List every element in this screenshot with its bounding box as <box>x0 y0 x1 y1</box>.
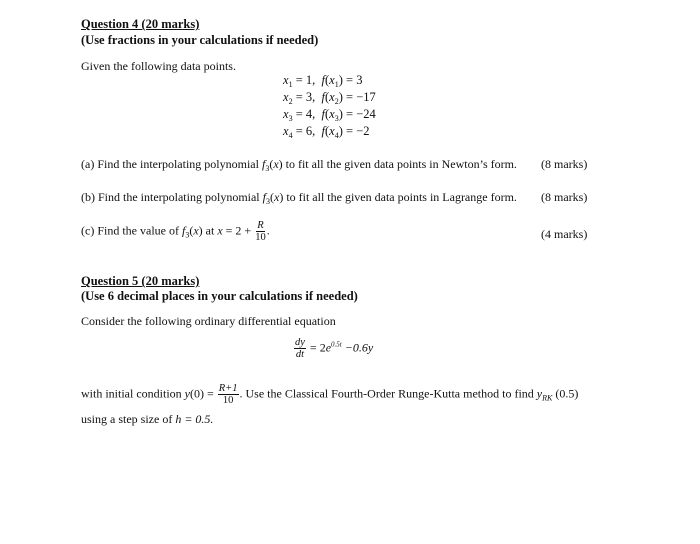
fraction-r-over-10: $\frac{R}{10}$ <box>255 220 266 243</box>
data-point-row: $x_4 = 6$, $f(x_4) = -2$ <box>283 124 370 140</box>
fraction-r-plus-1-over-10: $\frac{R+1}{10}$ <box>218 383 238 406</box>
q4-part-b: (b) Find the interpolating polynomial $f_3(x)$ to fit all the given data points in Lagrange form. <box>81 190 517 206</box>
q5-subtitle: (Use 6 decimal places in your calculations if needed) <box>81 289 358 303</box>
q4-part-c: (c) Find the value of $f_3(x)$ at x = 2 + $\frac{R}{10}$ . <box>81 220 270 243</box>
data-point-row: $x_2 = 3$, $f(x_2) = -17$ <box>283 90 376 106</box>
q5-condition: with initial condition y(0) = $\frac{R+1}{10}$ . Use the Classical Fourth-Order Runge-Kutta method to find $y_{RK}$ (0.5) <box>81 383 579 406</box>
data-point-row: $x_3 = 4$, $f(x_3) = -24$ <box>283 107 376 123</box>
q4-part-a-marks: (8 marks) <box>541 157 588 171</box>
q4-part-b-marks: (8 marks) <box>541 190 588 204</box>
q4-part-a: (a) Find the interpolating polynomial $f_3(x)$ to fit all the given data points in Newton’s form. <box>81 157 517 173</box>
q4-part-c-marks: (4 marks) <box>541 227 588 241</box>
q5-step-size: using a step size of h = 0.5. <box>81 412 214 426</box>
derivative-fraction: $\frac{dy}{dt}$ <box>295 337 305 360</box>
data-point-row: $x_1 = 1$, $f(x_1) = 3$ <box>283 73 363 89</box>
q4-subtitle: (Use fractions in your calculations if needed) <box>81 33 319 47</box>
q4-intro: Given the following data points. <box>81 59 236 73</box>
q5-intro: Consider the following ordinary differential equation <box>81 314 336 328</box>
q4-title: Question 4 (20 marks) <box>81 17 200 31</box>
q5-title: Question 5 (20 marks) <box>81 274 200 288</box>
ode-equation: $\frac{dy}{dt}$ = $2e^{0.5t} -0.6y$ <box>295 337 374 360</box>
